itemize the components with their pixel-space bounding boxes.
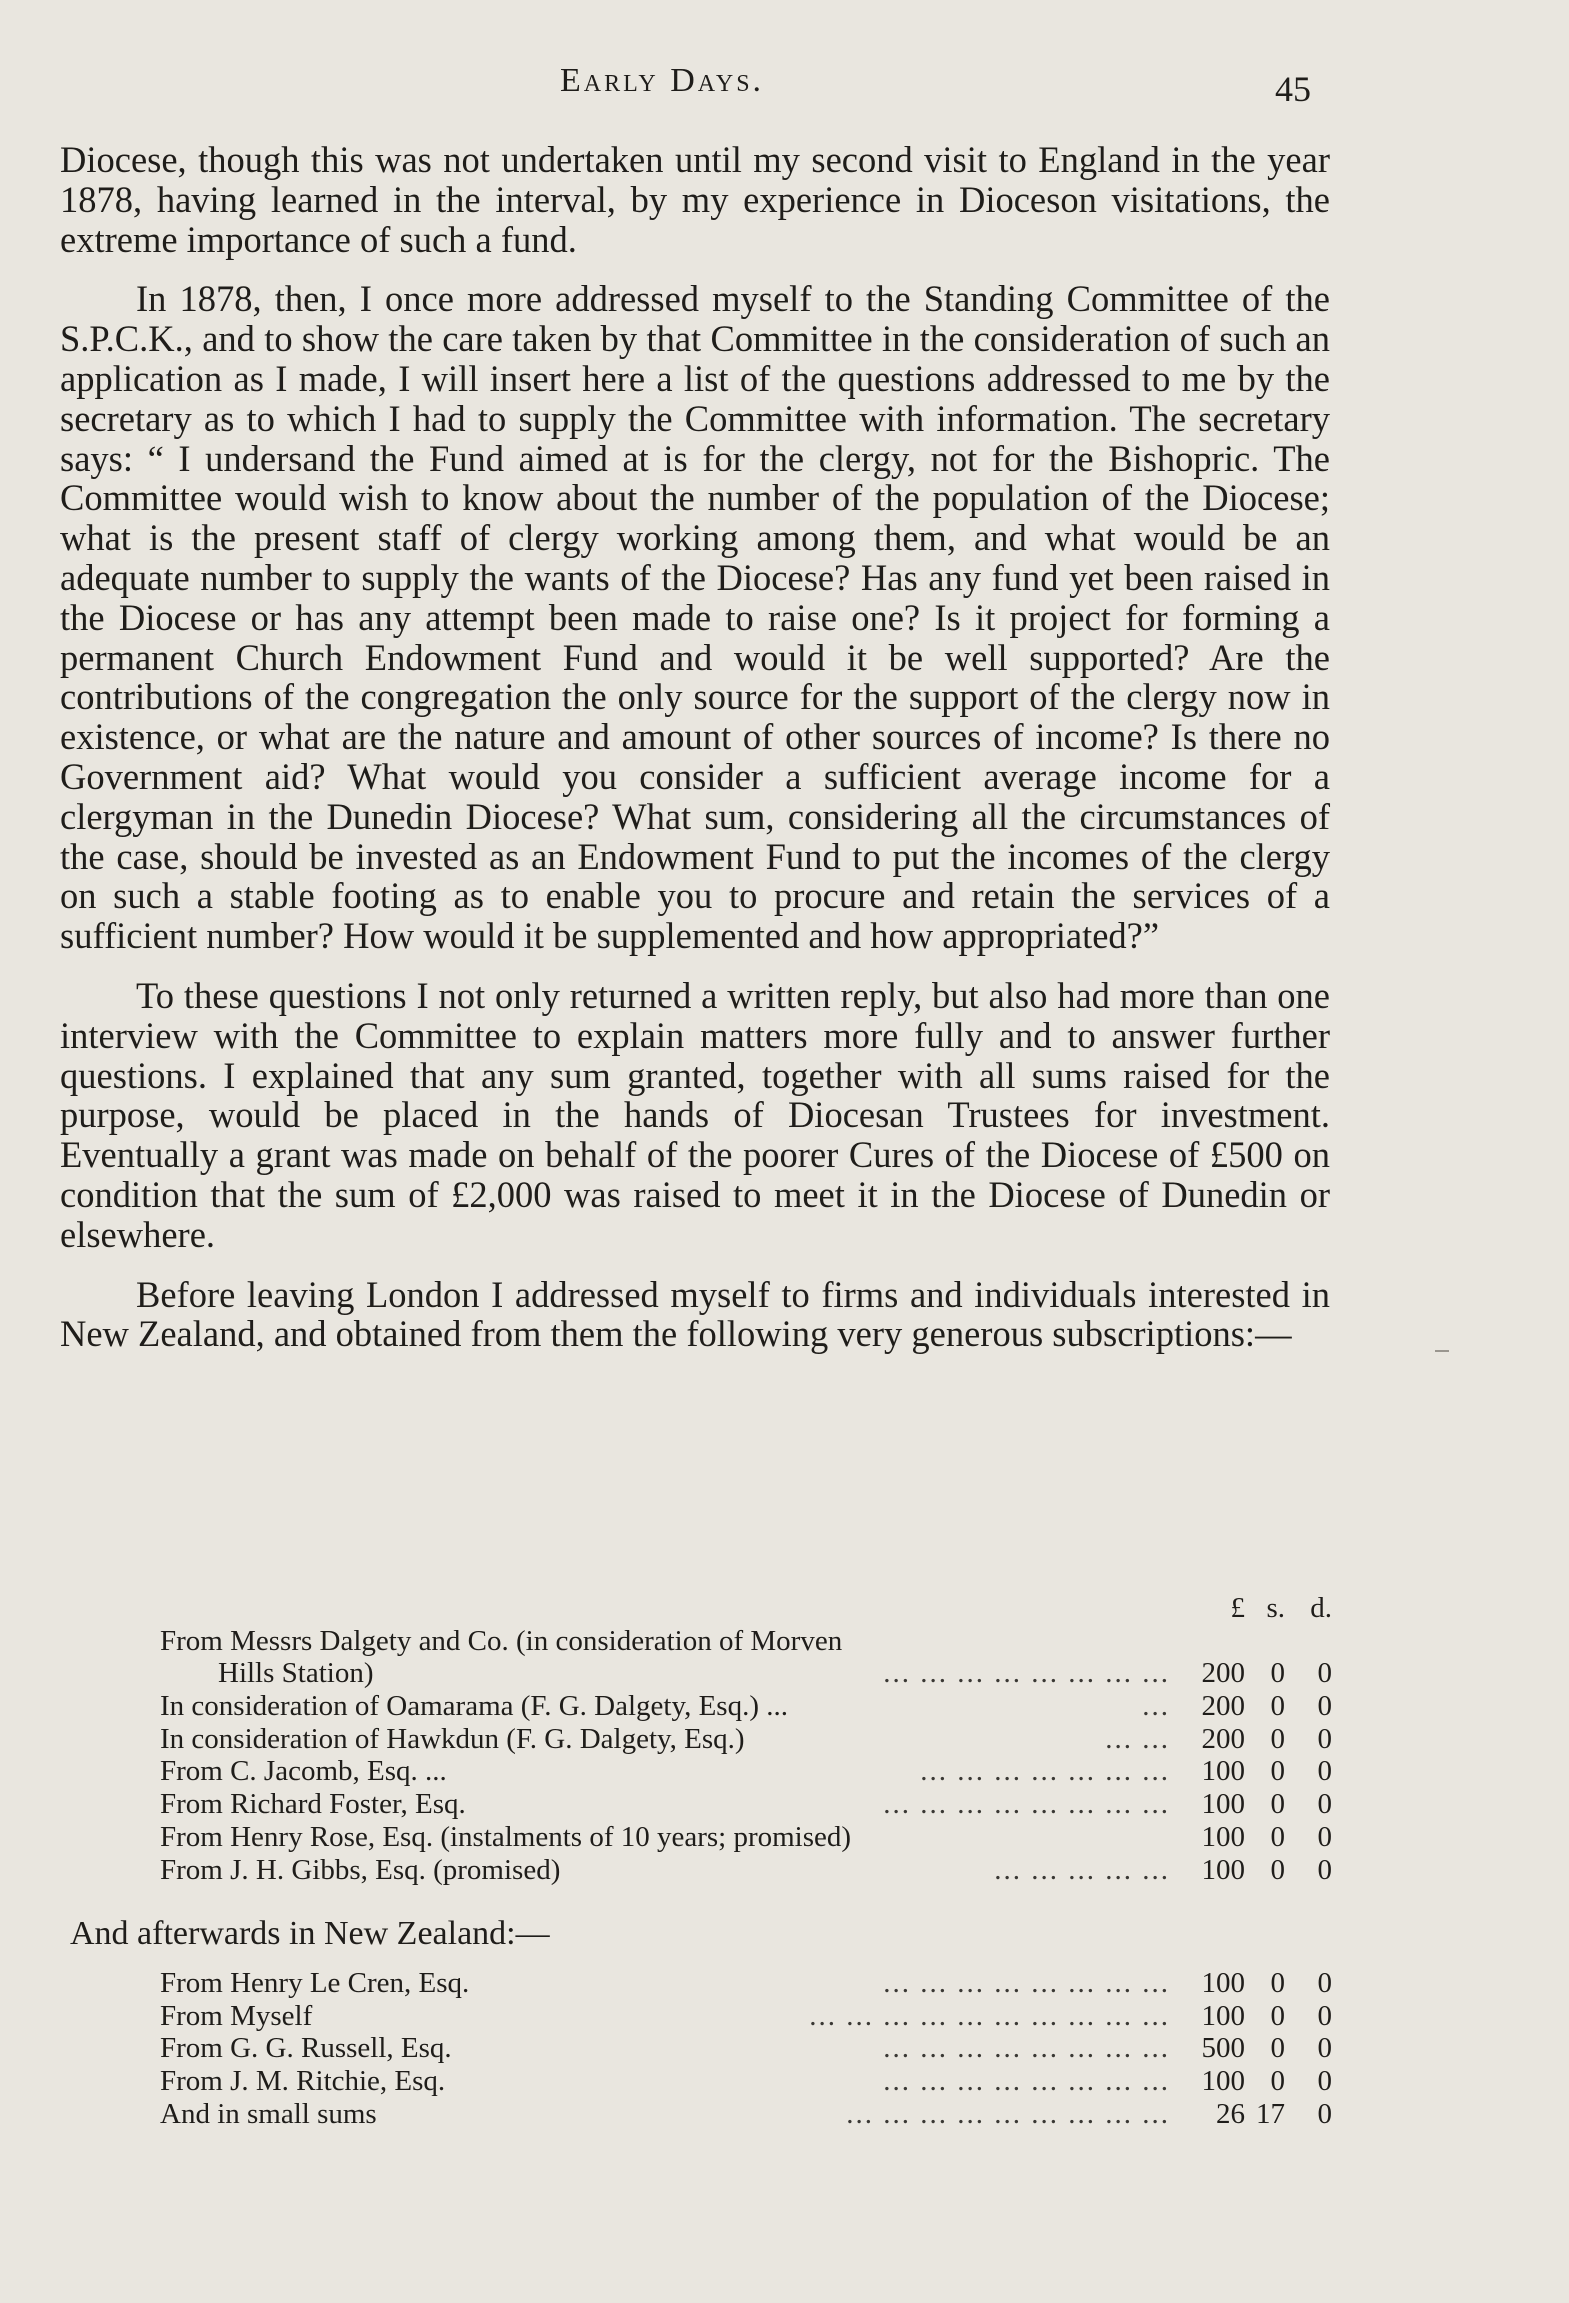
row-label: From Henry Le Cren, Esq. [160,1967,470,1999]
pence-value: 0 [1317,1853,1332,1886]
row-label: From Messrs Dalgety and Co. (in consideration of Morven [160,1624,843,1657]
leader-dots: ... ... ... ... ... ... ... ... ... [846,2097,1170,2130]
row-label: From Henry Rose, Esq. (instalments of 10 years; promised) [160,1820,852,1853]
pounds-value: 200 [1201,1690,1245,1723]
margin-mark [1435,1350,1449,1352]
table-row [60,1690,1335,1723]
paragraph: To these questions I not only returned a written reply, but also had more than one interview with the Committee to explain matters more fully and to answer further questions. I explained that any sum granted, together with all sums raised for the purpose, would be placed in the hands of Diocesan Trustees for investment. Eventually a grant was made on behalf of the poorer Cures of the Diocese of £500 on condition that the sum of £2,000 was raised to meet it in the Diocese of Dunedin or elsewhere. [60,974,1330,1255]
leader-dots: ... [1142,1690,1170,1723]
paragraph: In 1878, then, I once more addressed myself to the Standing Committee of the S.P.C.K., and to show the care taken by that Committee in the consideration of such an application as I made, I will insert here a list of the questions addressed to me by the secretary as to which I had to supply the Committee with information. The secretary says: “ I undersand the Fund aimed at is for the clergy, not for the Bishopric. The Committee would wish to know about the number of the population of the Diocese; what is the present staff of clergy working among them, and what would be an adequate number to supply the wants of the Diocese? Has any fund yet been raised in the Diocese or has any attempt been made to raise one? Is it project for forming a permanent Church Endowment Fund and would it be well supported? Are the contributions of the congregation the only source for the support of the clergy now in existence, or what are the nature and amount of other sources of income? Is there no Government aid? What would you consider a sufficient average income for a clergyman in the Dunedin Diocese? What sum, considering all the circumstances of the case, should be invested as an Endowment Fund to put the incomes of the clergy on such a stable footing as to enable you to procure and retain the services of a sufficient number? How would it be supplemented and how appropriated?” [60,278,1330,957]
pounds-value: 26 [1216,2097,1245,2130]
pounds-value: 100 [1201,2065,1245,2098]
pence-value: 0 [1317,1788,1332,1821]
row-label: From G. G. Russell, Esq. [160,2032,452,2065]
pounds-value: 100 [1201,1755,1245,1788]
shillings-value: 0 [1270,1722,1285,1755]
shillings-value: 0 [1270,1788,1285,1821]
table-column-headers [60,1592,1335,1625]
running-title: Early Days. [560,62,765,99]
table-row [60,1723,1335,1756]
shillings-value: 0 [1270,2065,1285,2098]
shillings-value: 0 [1270,1657,1285,1690]
leader-dots: ... ... ... ... ... ... ... ... [883,2065,1170,2098]
table-row [60,2000,1335,2033]
shillings-value: 0 [1270,1999,1285,2032]
nz-heading: And afterwards in New Zealand:— [70,1915,550,1952]
pounds-value: 100 [1201,1853,1245,1886]
shillings-value: 0 [1270,1967,1285,1999]
pence-value: 0 [1317,2097,1332,2130]
pence-header: d. [1310,1592,1332,1624]
row-label: From C. Jacomb, Esq. ... [160,1755,447,1788]
pounds-header: £ [1230,1592,1245,1624]
pounds-value: 100 [1201,1999,1245,2032]
leader-dots: ... ... ... ... ... ... ... ... [883,1788,1170,1821]
pounds-value: 200 [1201,1657,1245,1690]
row-label: From Myself [160,1999,313,2032]
pence-value: 0 [1317,1755,1332,1788]
table-row [60,1854,1335,1887]
row-label: In consideration of Hawkdun (F. G. Dalgety, Esq.) [160,1722,745,1755]
pence-value: 0 [1317,1999,1332,2032]
pence-value: 0 [1317,1967,1332,1999]
shillings-value: 0 [1270,1690,1285,1723]
pence-value: 0 [1317,1657,1332,1690]
shillings-value: 17 [1256,2097,1285,2130]
pence-value: 0 [1317,2065,1332,2098]
subscriptions-table-england [60,1592,1335,1886]
row-label: From Richard Foster, Esq. [160,1788,466,1821]
table-row [60,2065,1335,2098]
pence-value: 0 [1317,1722,1332,1755]
body-text [60,140,1330,1374]
pence-value: 0 [1317,1690,1332,1723]
table-row [60,2098,1335,2131]
table-row [60,1657,1335,1690]
leader-dots: ... ... ... ... ... ... ... [920,1755,1170,1788]
pence-value: 0 [1317,1820,1332,1853]
row-label: From J. M. Ritchie, Esq. [160,2065,446,2098]
table-row [60,1755,1335,1788]
pounds-value: 200 [1201,1722,1245,1755]
leader-dots: ... ... ... ... ... ... ... ... [883,1967,1170,1999]
shillings-value: 0 [1270,2032,1285,2065]
pounds-value: 500 [1201,2032,1245,2065]
paragraph: Diocese, though this was not undertaken until my second visit to England in the year 1878, having learned in the interval, by my experience in Dioceson visitations, the extreme importance of such a fund. [60,139,1330,260]
row-label: From J. H. Gibbs, Esq. (promised) [160,1853,561,1886]
table-row [60,1625,1335,1658]
shillings-value: 0 [1270,1853,1285,1886]
leader-dots: ... ... ... ... ... ... ... ... [883,1657,1170,1690]
shillings-value: 0 [1270,1820,1285,1853]
table-row [60,1967,1335,2000]
row-label: In consideration of Oamarama (F. G. Dalgety, Esq.) ... [160,1690,788,1723]
row-label: And in small sums [160,2097,377,2130]
row-label: Hills Station) [218,1657,374,1690]
shillings-value: 0 [1270,1755,1285,1788]
leader-dots: ... ... ... ... ... [994,1853,1170,1886]
leader-dots: ... ... ... ... ... ... ... ... [883,2032,1170,2065]
pounds-value: 100 [1201,1820,1245,1853]
leader-dots: ... ... [1105,1722,1170,1755]
paragraph: Before leaving London I addressed myself to firms and individuals interested in New Zealand, and obtained from them the following very generous subscriptions:— [60,1273,1330,1355]
page-number: 45 [1275,69,1311,109]
leader-dots: ... ... ... ... ... ... ... ... ... ... [809,1999,1170,2032]
page-header [0,62,1569,114]
subscriptions-table-nz [60,1967,1335,2130]
pence-value: 0 [1317,2032,1332,2065]
table-row [60,1821,1335,1854]
shillings-header: s. [1266,1592,1285,1624]
pounds-value: 100 [1201,1967,1245,1999]
table-row [60,2032,1335,2065]
pounds-value: 100 [1201,1788,1245,1821]
table-row [60,1788,1335,1821]
